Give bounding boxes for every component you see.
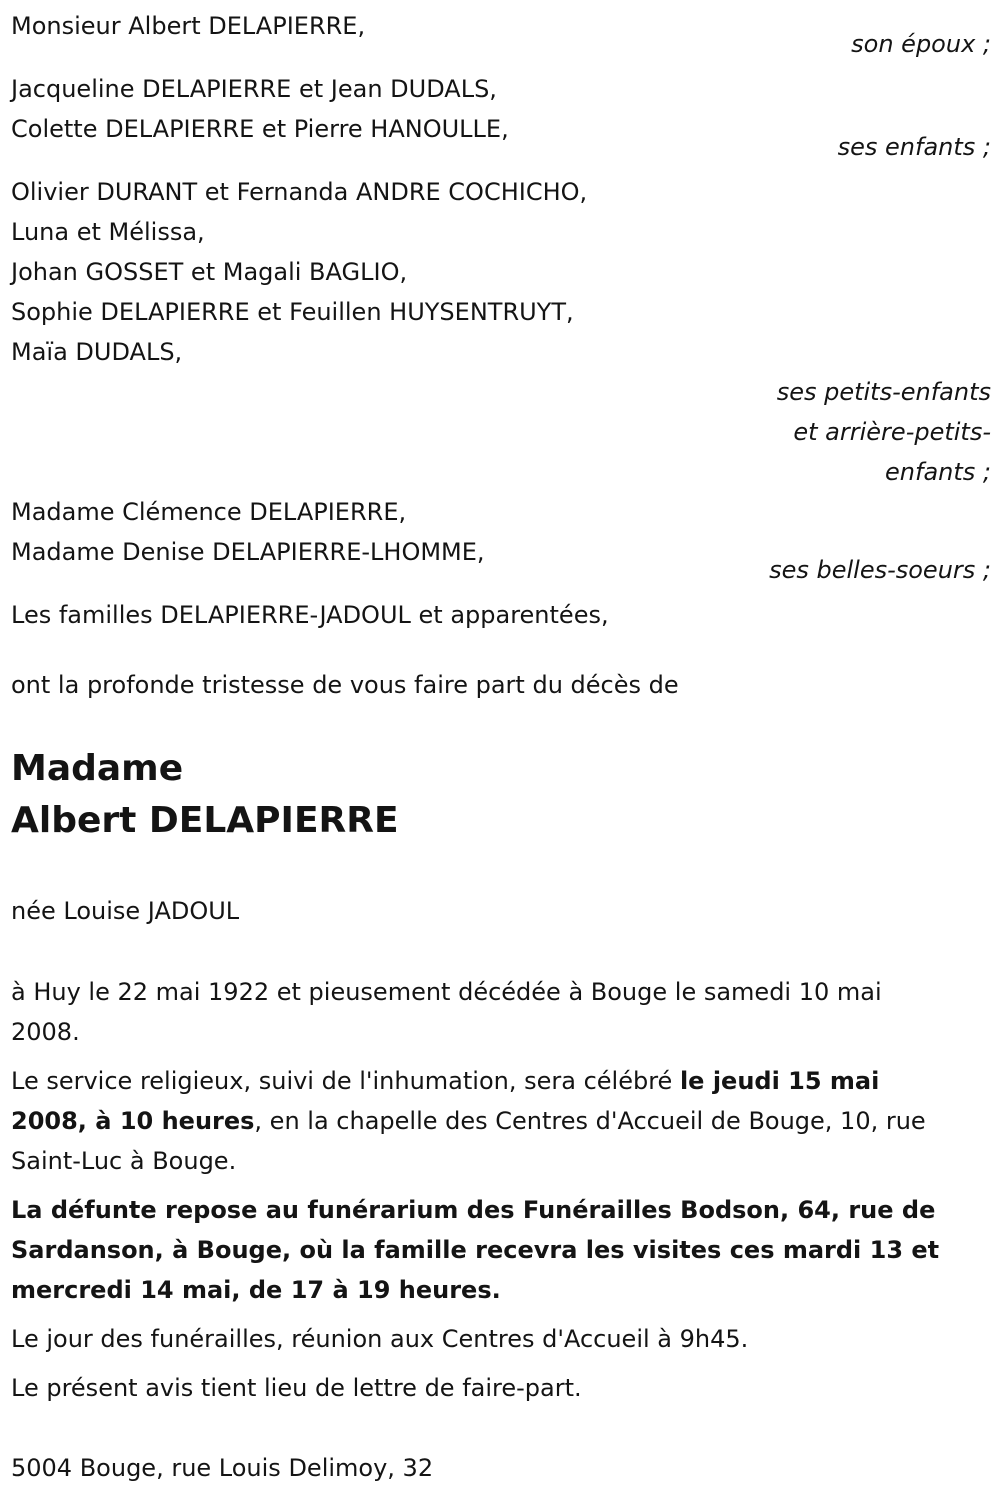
paragraph-line: La défunte repose au funérarium des Funérailles Bodson, 64, rue de [11, 1196, 936, 1224]
grandchildren-relation-line: et arrière-petits- [793, 418, 991, 446]
grandchildren-relation-line: ses petits-enfants [776, 378, 991, 406]
family-address: 5004 Bouge, rue Louis Delimoy, 32 [11, 1454, 434, 1482]
grandchild-name: Johan GOSSET et Magali BAGLIO, [11, 258, 408, 286]
paragraph-line: 2008. [11, 1018, 80, 1046]
families-line: Les familles DELAPIERRE-JADOUL et apparentées, [11, 601, 609, 629]
deceased-title-line: Albert DELAPIERRE [11, 800, 399, 841]
grandchild-name: Luna et Mélissa, [11, 218, 205, 246]
child-name: Colette DELAPIERRE et Pierre HANOULLE, [11, 115, 509, 143]
deceased-title-line: Madame [11, 748, 184, 789]
obituary-notice [11, 6, 991, 1488]
spouse-name: Monsieur Albert DELAPIERRE, [11, 12, 366, 40]
service-time: 2008, à 10 heures [11, 1107, 255, 1135]
birth-death-paragraph [11, 972, 991, 1052]
sister-in-law-name: Madame Denise DELAPIERRE-LHOMME, [11, 538, 485, 566]
sisters-in-law-relation: ses belles-soeurs ; [769, 556, 991, 584]
meeting-info: Le jour des funérailles, réunion aux Centres d'Accueil à 9h45. [11, 1325, 749, 1353]
children-relation: ses enfants ; [837, 133, 991, 161]
spouse-relation: son époux ; [851, 30, 991, 58]
service-date: le jeudi 15 mai [679, 1067, 880, 1095]
service-text: Le service religieux, suivi de l'inhumation, sera célébré [11, 1067, 680, 1095]
grandchild-name: Olivier DURANT et Fernanda ANDRE COCHICHO, [11, 178, 588, 206]
service-paragraph [11, 1061, 991, 1181]
service-place: , en la chapelle des Centres d'Accueil de Bouge, 10, rue [254, 1107, 926, 1135]
announcement-intro: ont la profonde tristesse de vous faire part du décès de [11, 671, 679, 699]
paragraph-line: Saint-Luc à Bouge. [11, 1147, 237, 1175]
notice-info: Le présent avis tient lieu de lettre de faire-part. [11, 1374, 582, 1402]
paragraph-line: à Huy le 22 mai 1922 et pieusement décédée à Bouge le samedi 10 mai [11, 978, 882, 1006]
paragraph-line: Sardanson, à Bouge, où la famille recevra les visites ces mardi 13 et [11, 1236, 940, 1264]
child-name: Jacqueline DELAPIERRE et Jean DUDALS, [11, 75, 497, 103]
grandchild-name: Maïa DUDALS, [11, 338, 183, 366]
maiden-name: née Louise JADOUL [11, 897, 240, 925]
paragraph-line [11, 1061, 991, 1101]
grandchild-name: Sophie DELAPIERRE et Feuillen HUYSENTRUYT, [11, 298, 574, 326]
grandchildren-relation-line: enfants ; [885, 458, 991, 486]
repose-paragraph [11, 1190, 991, 1310]
paragraph-line [11, 1101, 991, 1141]
deceased-title [11, 743, 991, 847]
sister-in-law-name: Madame Clémence DELAPIERRE, [11, 498, 407, 526]
paragraph-line: mercredi 14 mai, de 17 à 19 heures. [11, 1276, 501, 1304]
